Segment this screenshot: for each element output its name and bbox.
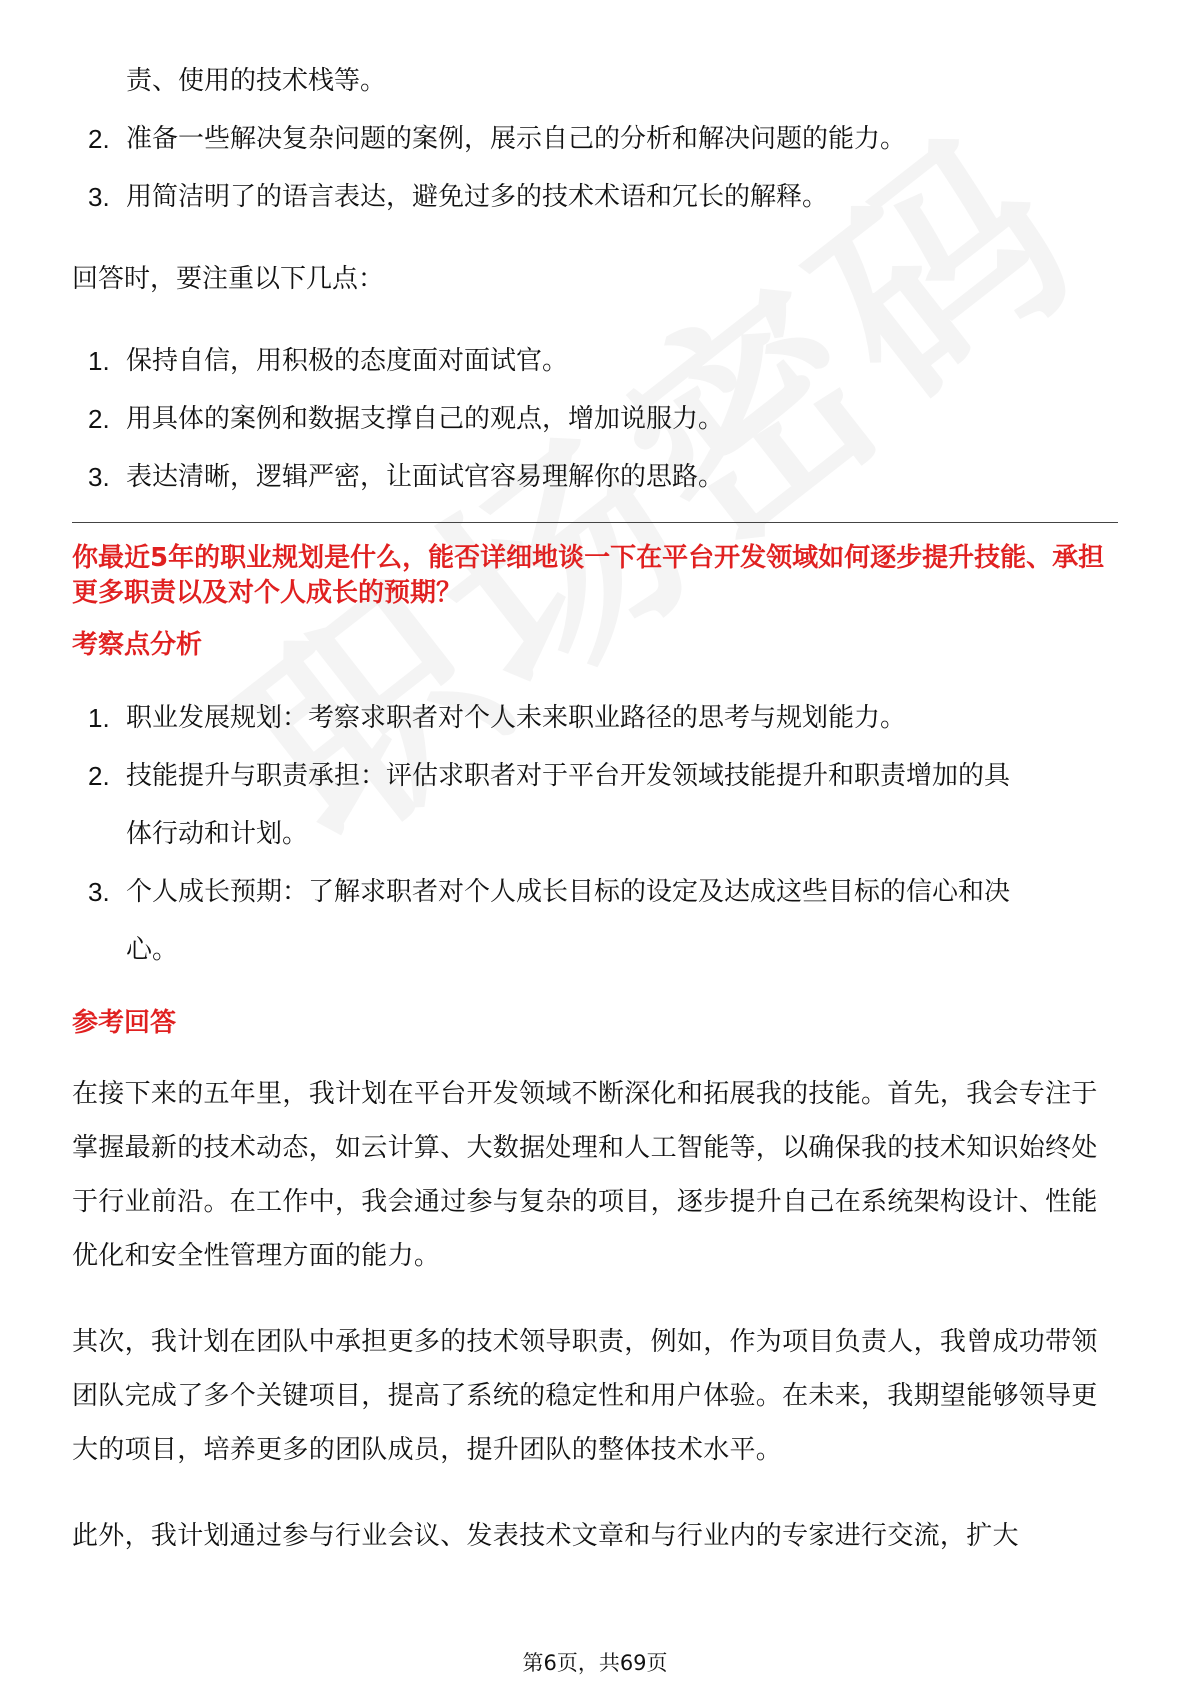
list-number: 1. [88,346,110,376]
list-item [72,168,1118,226]
list-number: 1. [88,703,110,733]
list-text: 个人成长预期：了解求职者对个人成长目标的设定及达成这些目标的信心和决 [126,877,1011,907]
list-item [72,390,1118,448]
list-item [72,448,1118,506]
list-number: 3. [88,462,110,492]
continuation-line: 责、使用的技术栈等。 [126,66,387,96]
list-number: 2. [88,404,110,434]
list-item [72,689,1118,747]
list-number: 3. [88,182,110,212]
page-footer: 第6页，共69页 [522,1651,668,1675]
list-text: 准备一些解决复杂问题的案例，展示自己的分析和解决问题的能力。 [126,124,907,154]
answer-paragraph: 此外，我计划通过参与行业会议、发表技术文章和与行业内的专家进行交流，扩大 [72,1521,1019,1551]
list-item [72,863,1118,921]
list-number: 2. [88,761,110,791]
tips-list [72,110,1118,226]
list-continuation: 体行动和计划。 [126,819,309,849]
list-text: 职业发展规划：考察求职者对个人未来职业路径的思考与规划能力。 [126,703,907,733]
list-text: 表达清晰，逻辑严密，让面试官容易理解你的思路。 [126,462,725,492]
list-item [72,747,1118,805]
section-divider [72,522,1118,523]
list-text: 保持自信，用积极的态度面对面试官。 [126,346,569,376]
answer-heading: 参考回答 [72,1008,177,1038]
list-text: 技能提升与职责承担：评估求职者对于平台开发领域技能提升和职责增加的具 [126,761,1011,791]
list-number: 2. [88,124,110,154]
list-text: 用简洁明了的语言表达，避免过多的技术术语和冗长的解释。 [126,182,829,212]
list-item [72,110,1118,168]
analysis-list [72,689,1118,979]
content [72,52,1118,1563]
list-number: 3. [88,877,110,907]
question-heading: 你最近5年的职业规划是什么，能否详细地谈一下在平台开发领域如何逐步提升技能、承担更多职责以及对个人成长的预期？ [72,543,1105,608]
list-text: 用具体的案例和数据支撑自己的观点，增加说服力。 [126,404,725,434]
answer-paragraph: 在接下来的五年里，我计划在平台开发领域不断深化和拓展我的技能。首先，我会专注于掌握最新的技术动态，如云计算、大数据处理和人工智能等，以确保我的技术知识始终处于行业前沿。在工作中，我会通过参与复杂的项目，逐步提升自己在系统架构设计、性能优化和安全性管理方面的能力。 [72,1079,1098,1271]
intro-text: 回答时，要注重以下几点： [72,264,385,294]
key-points-list [72,332,1118,506]
analysis-heading: 考察点分析 [72,630,203,660]
list-continuation: 心。 [126,935,179,965]
answer-paragraph: 其次，我计划在团队中承担更多的技术领导职责，例如，作为项目负责人，我曾成功带领团队完成了多个关键项目，提高了系统的稳定性和用户体验。在未来，我期望能够领导更大的项目，培养更多的团队成员，提升团队的整体技术水平。 [72,1327,1098,1465]
list-item [72,332,1118,390]
